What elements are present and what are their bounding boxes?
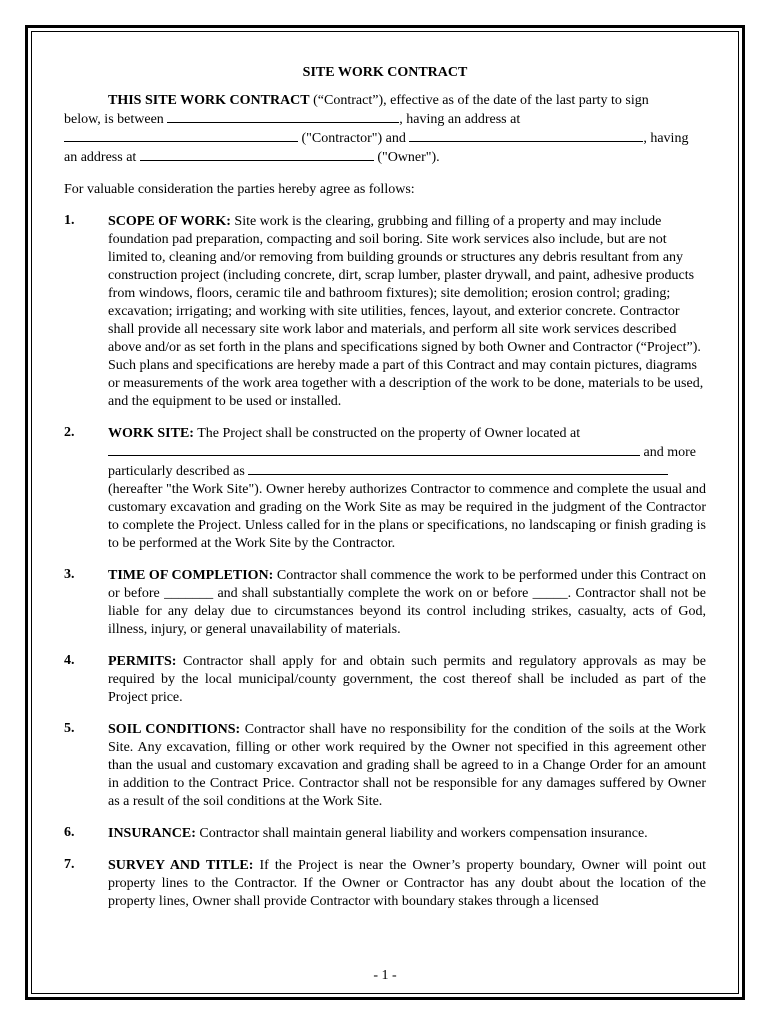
section-heading: WORK SITE: [108, 426, 194, 441]
section-text: Site work is the clearing, grubbing and filling of a property and may include foundation pad preparation, compacting and soil boring. Site work services also include, but are not limited to, cleaning and/or removing from building grounds or structures any debris resultant from any construction project (including concrete, dirt, scrap lumber, plaster drywall, and paint, adhesive products from windows, floors, ceramic tile and bathroom fixtures); site demolition; erosion control; grading; excavation; irrigating; and working with site utilities, fences, layout, and exterior concrete. Contractor shall provide all necessary site work labor and materials, and perform all site work services described above and/or as set forth in the plans and specifications signed by both Owner and Contractor (“Project”). Such plans and specifications are hereby made a part of this Contract and may contain pictures, diagrams or measurements of the work area together with a description of the work to be done, materials to be used, and the equipment to be used or installed. [108, 214, 704, 409]
intro-line-2 [64, 110, 706, 129]
section-heading: INSURANCE: [108, 826, 196, 841]
section-text: Contractor shall commence the work to be performed under this Contract on or before _______ and shall substantially complete the work on or before _____. Contractor shall not be liable for any delay due to circumstances beyond its control including strikes, casualty, acts of God, illness, injury, or general unavailability of materials. [108, 568, 706, 637]
section-number: 1. [64, 213, 75, 228]
intro-line-1 [64, 92, 706, 110]
party-two-name-blank[interactable] [409, 129, 643, 142]
section-text: Contractor shall apply for and obtain such permits and regulatory approvals as may be required by the local municipal/county government, the cost thereof shall be included as part of the Project price. [108, 654, 706, 705]
page-number: - 1 - [373, 968, 397, 983]
document-title: SITE WORK CONTRACT [302, 65, 468, 80]
section-text: (hereafter "the Work Site"). Owner hereby authorizes Contractor to commence and complete the usual and customary excavation and grading on the Work Site as may be required in the judgment of the Contractor to complete the Project. Unless called for in the plans or specifications, no landscaping or finish grading is to be performed at the Work Site by the Contractor. [108, 482, 706, 551]
intro-line-3 [64, 129, 706, 148]
section-heading: TIME OF COMPLETION: [108, 568, 274, 583]
intro-text-2b: , having an address at [399, 112, 521, 127]
section-insurance [64, 825, 706, 843]
section-heading: SURVEY AND TITLE: [108, 858, 254, 873]
intro-text-4a: an address at [64, 150, 140, 165]
section-heading: SCOPE OF WORK: [108, 214, 231, 229]
intro-text-2a: below, is between [64, 112, 168, 127]
section-number: 2. [64, 425, 75, 440]
section-permits [64, 653, 706, 707]
section-heading: PERMITS: [108, 654, 177, 669]
intro-text-3b: , having [643, 131, 689, 146]
section-number: 6. [64, 825, 75, 840]
intro-text-3a: ("Contractor") and [298, 131, 410, 146]
section-number: 7. [64, 857, 75, 872]
party-one-name-blank[interactable] [167, 110, 399, 123]
section-survey-and-title [64, 857, 706, 911]
section-text: Contractor shall maintain general liability and workers compensation insurance. [195, 826, 648, 841]
section-heading: SOIL CONDITIONS: [108, 722, 241, 737]
section-number: 5. [64, 721, 75, 736]
section-number: 4. [64, 653, 75, 668]
section-soil-conditions [64, 721, 706, 811]
party-one-address-blank[interactable] [64, 129, 298, 142]
intro-lead: THIS SITE WORK CONTRACT [108, 93, 310, 108]
section-number: 3. [64, 567, 75, 582]
section-work-site [64, 425, 706, 553]
party-two-address-blank[interactable] [140, 148, 374, 161]
consideration-text: For valuable consideration the parties hereby agree as follows: [64, 182, 415, 197]
section-text: Contractor shall have no responsibility for the condition of the soils at the Work Site. Any excavation, filling or other work required by the Owner not specified in this agreement other than the usual and customary excavation and grading shall be agreed to in a Change Order for an amount in addition to the Contract Price. Contractor shall not be responsible for any damages suffered by Owner as a result of the soil conditions at the Work Site. [108, 722, 707, 809]
intro-text-1: (“Contract”), effective as of the date of the last party to sign [309, 93, 649, 108]
section-text: particularly described as [108, 464, 249, 479]
section-text: and more [640, 445, 696, 460]
property-description-blank[interactable] [248, 462, 668, 475]
intro-line-4 [64, 148, 706, 167]
intro-text-4b: ("Owner"). [373, 150, 440, 165]
document-page [64, 64, 706, 911]
property-location-blank[interactable] [108, 443, 640, 456]
section-time-of-completion [64, 567, 706, 639]
section-scope-of-work [64, 213, 706, 411]
section-text: The Project shall be constructed on the property of Owner located at [193, 426, 581, 441]
section-text: If the Project is near the Owner’s property boundary, Owner will point out property lines to the Contractor. If the Owner or Contractor has any doubt about the location of the property lines, Owner shall provide Contractor with boundary stakes through a licensed [108, 858, 706, 909]
